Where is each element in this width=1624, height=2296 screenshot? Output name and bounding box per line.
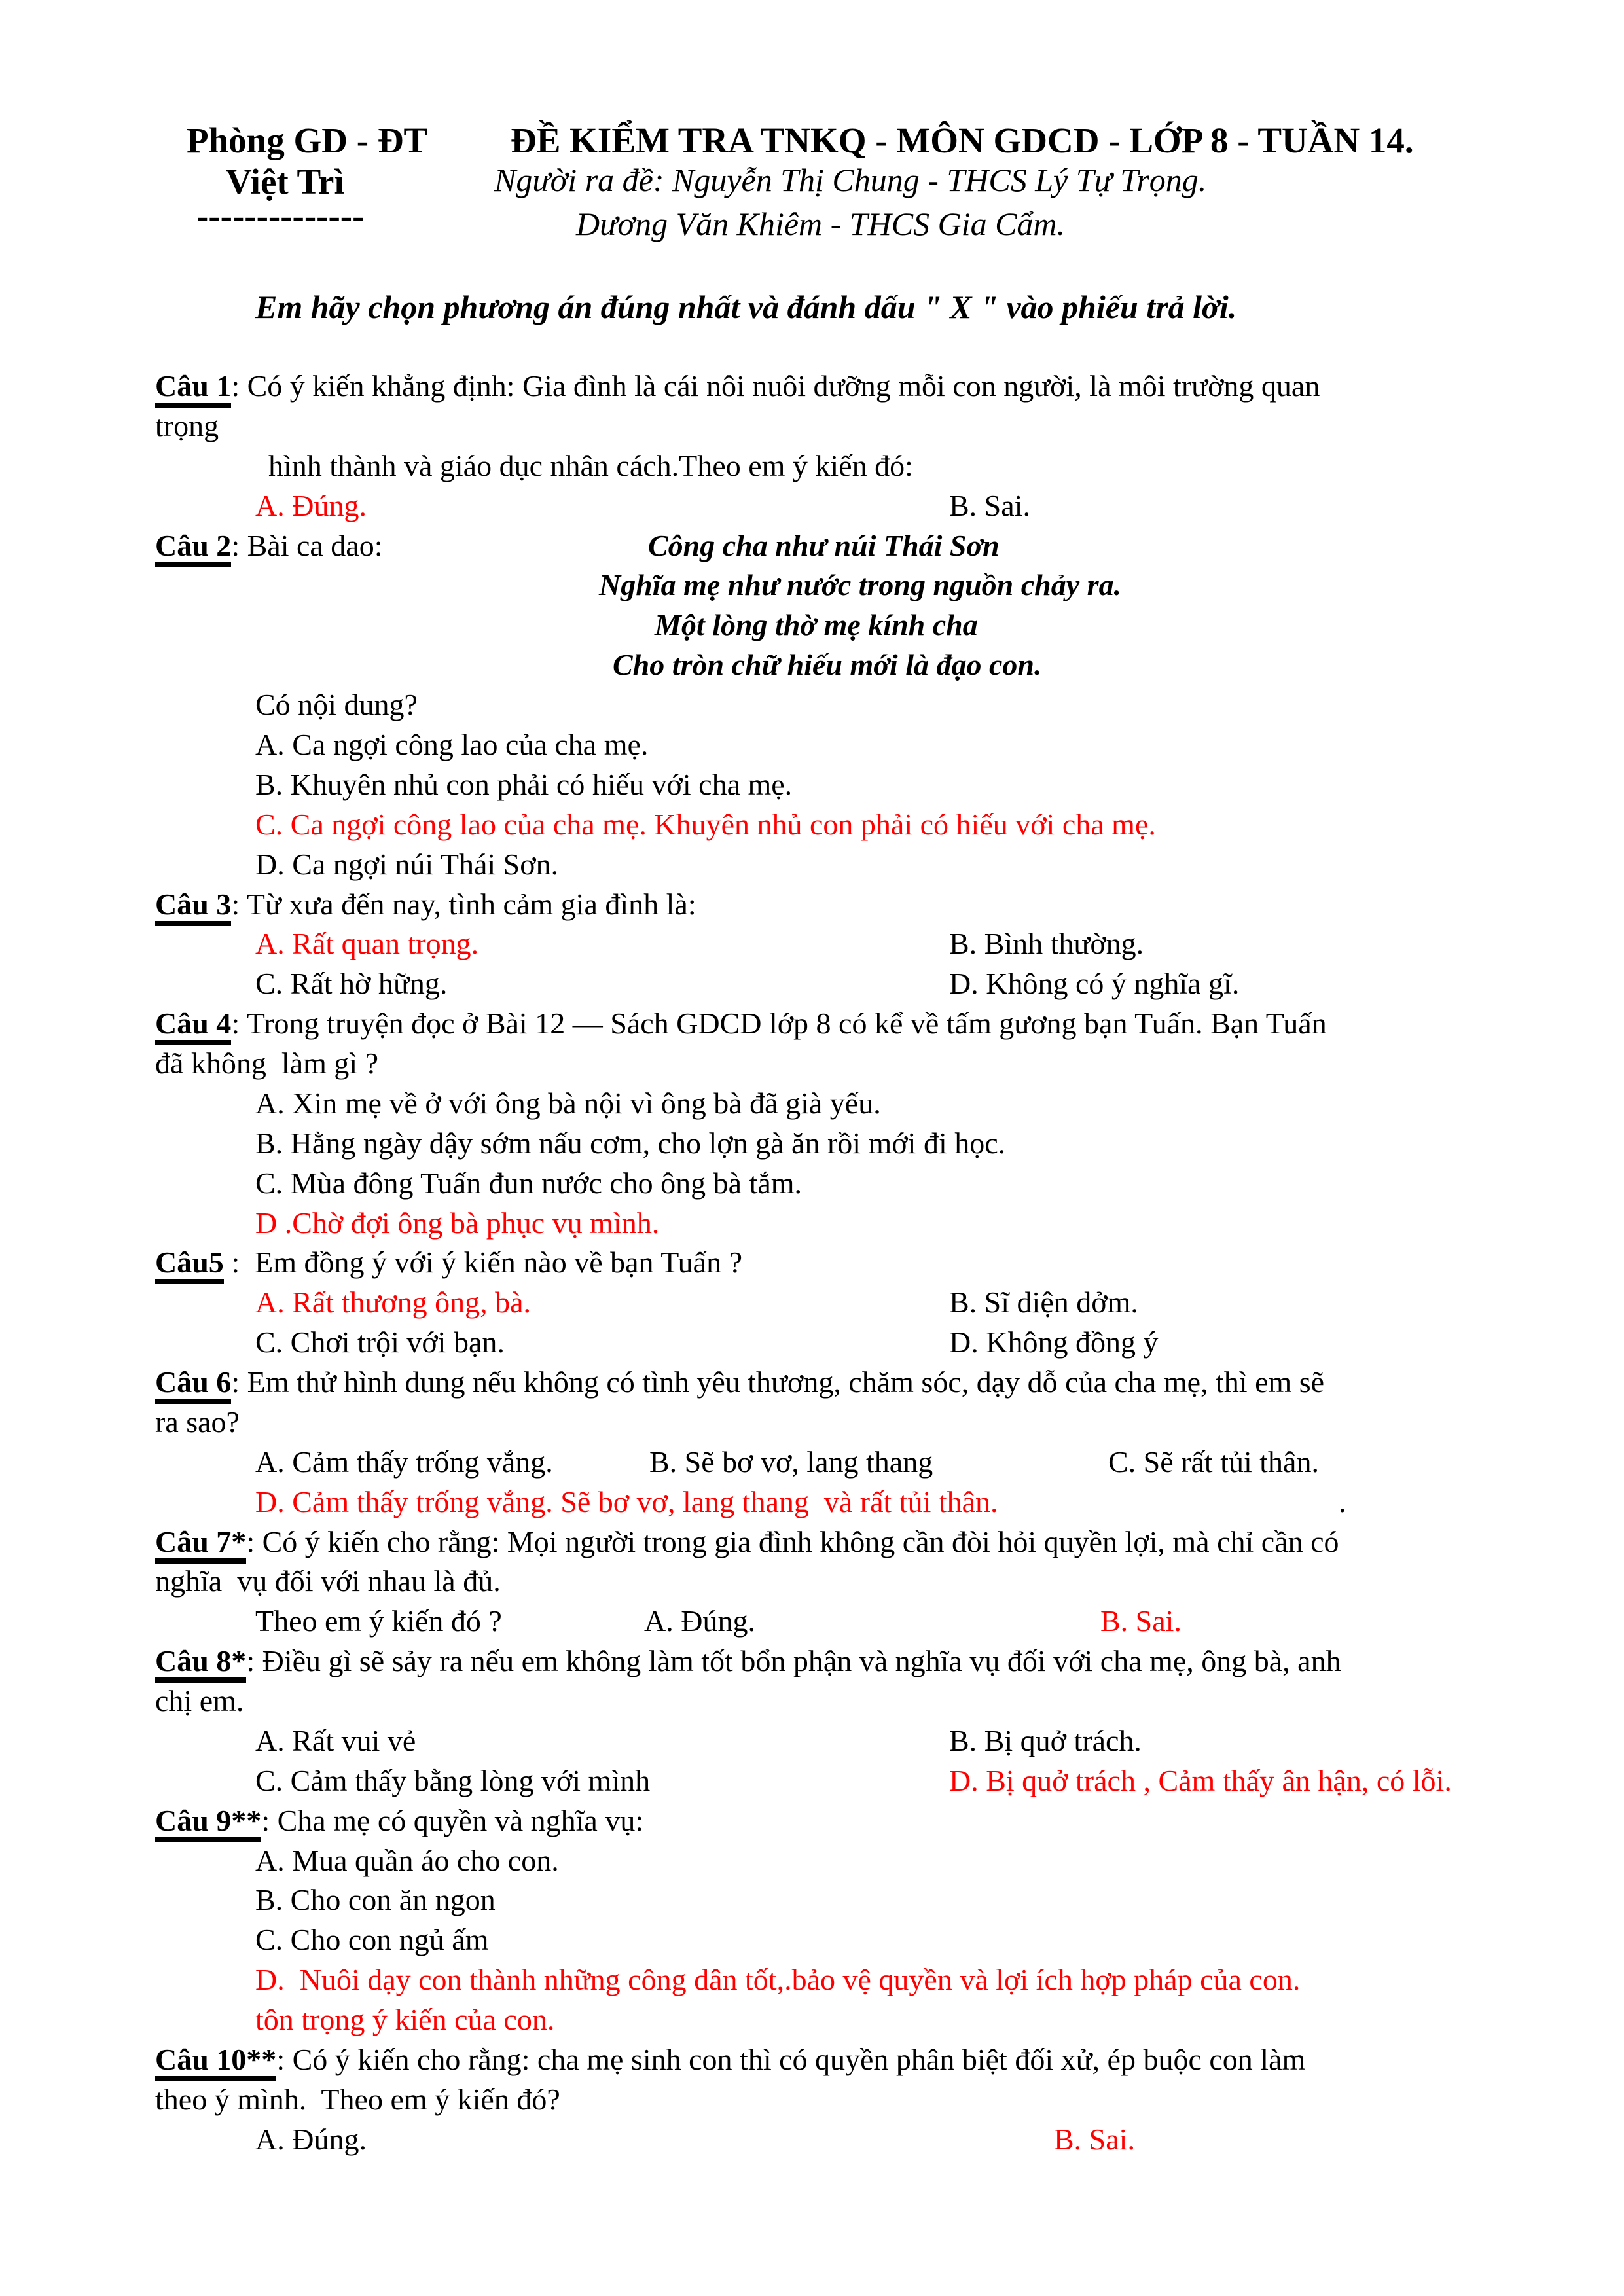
q8-text-cont1: chị em.	[155, 1684, 244, 1717]
q2-poem-row3	[0, 609, 1624, 648]
q2-option-b: B. Khuyên nhủ con phải có hiếu với cha mẹ.	[255, 768, 793, 801]
q9-option-c-row	[0, 1924, 1624, 1963]
q1-line2	[0, 410, 1624, 449]
q8-option-a: A. Rất vui vẻ	[255, 1724, 416, 1757]
q2-heading	[155, 529, 383, 563]
q8-option-c: C. Cảm thấy bằng lòng với mình	[255, 1764, 651, 1797]
q1-line3	[0, 450, 1624, 489]
q10-option-a: A. Đúng.	[255, 2123, 367, 2156]
q6-text-cont1: ra sao?	[155, 1405, 240, 1439]
q3-option-b: B. Bình thường.	[949, 927, 1144, 960]
q3-option-c: C. Rất hờ hững.	[255, 967, 448, 1000]
q9-option-b: B. Cho con ăn ngon	[255, 1883, 496, 1916]
q10-options-row	[0, 2123, 1624, 2162]
author-line-1: Người ra đề: Nguyễn Thị Chung - THCS Lý Tự Trọng.	[494, 162, 1207, 198]
q10-line2	[0, 2083, 1624, 2123]
q4-option-b-row	[0, 1127, 1624, 1166]
q9-option-d: D. Nuôi dạy con thành những công dân tốt,.bảo vệ quyền và lợi ích hợp pháp của con.	[255, 1963, 1301, 1996]
q8-line1	[0, 1645, 1624, 1684]
q4-line1	[0, 1007, 1624, 1047]
q2-poem-row4	[0, 649, 1624, 688]
q4-option-a: A. Xin mẹ về ở với ông bà nội vì ông bà đã già yếu.	[255, 1086, 881, 1120]
q1-option-b: B. Sai.	[949, 489, 1030, 522]
q6-options-row1	[0, 1446, 1624, 1485]
q4-option-b: B. Hằng ngày dậy sớm nấu cơm, cho lợn gà ăn rồi mới đi học.	[255, 1126, 1006, 1160]
q6-option-c: C. Sẽ rất tủi thân.	[1108, 1445, 1319, 1479]
q1-heading	[155, 370, 1320, 403]
q6-label: Câu 6	[155, 1365, 231, 1404]
q4-heading	[155, 1007, 1327, 1041]
q5-text: : Em đồng ý với ý kiến nào về bạn Tuấn ?	[223, 1246, 743, 1279]
q2-option-c: C. Ca ngợi công lao của cha mẹ. Khuyên nhủ con phải có hiếu với cha mẹ.	[255, 808, 1156, 841]
q2-text: : Bài ca dao:	[231, 529, 383, 562]
q7-text-cont1: nghĩa vụ đối với nhau là đủ.	[155, 1564, 501, 1598]
q7-line2	[0, 1565, 1624, 1604]
q3-text: : Từ xưa đến nay, tình cảm gia đình là:	[231, 888, 696, 921]
q5-option-b: B. Sĩ diện dởm.	[949, 1285, 1138, 1319]
q3-options-row1	[0, 927, 1624, 967]
q9-text: : Cha mẹ có quyền và nghĩa vụ:	[261, 1804, 644, 1837]
q8-heading	[155, 1645, 1341, 1678]
q4-label: Câu 4	[155, 1007, 231, 1045]
instruction-row	[0, 289, 1624, 329]
q10-label: Câu 10**	[155, 2043, 276, 2081]
q2-option-a: A. Ca ngợi công lao của cha mẹ.	[255, 728, 649, 761]
org-name-line1: Phòng GD - ĐT	[187, 120, 428, 160]
q5-option-d: D. Không đồng ý	[949, 1325, 1159, 1359]
q1-option-a: A. Đúng.	[255, 489, 367, 522]
q8-line2	[0, 1685, 1624, 1724]
q5-heading	[155, 1246, 742, 1280]
q9-line1	[0, 1804, 1624, 1844]
q7-line1	[0, 1526, 1624, 1565]
q3-option-a: A. Rất quan trọng.	[255, 927, 479, 960]
q8-options-row1	[0, 1725, 1624, 1764]
org-divider-dashes: --------------	[196, 196, 365, 236]
q4-option-a-row	[0, 1087, 1624, 1126]
q9-heading	[155, 1804, 643, 1838]
q1-options-row	[0, 490, 1624, 529]
q5-options-row2	[0, 1326, 1624, 1365]
q7-options-row	[0, 1605, 1624, 1644]
q6-option-a: A. Cảm thấy trống vắng.	[255, 1445, 553, 1479]
q9-option-c: C. Cho con ngủ ấm	[255, 1923, 489, 1956]
q10-option-b: B. Sai.	[1054, 2123, 1135, 2156]
q3-label: Câu 3	[155, 888, 231, 926]
q3-option-d: D. Không có ý nghĩa gĩ.	[949, 967, 1240, 1000]
q7-label: Câu 7*	[155, 1525, 246, 1564]
q6-line2	[0, 1406, 1624, 1445]
q2-poem-line3: Một lòng thờ mẹ kính cha	[655, 608, 978, 641]
q6-text: : Em thử hình dung nếu không có tình yêu thương, chăm sóc, dạy dỗ của cha mẹ, thì em sẽ	[231, 1365, 1325, 1399]
q2-option-a-row	[0, 728, 1624, 768]
q3-heading	[155, 888, 696, 922]
q1-text-cont1: trọng	[155, 409, 219, 442]
q2-prompt-row	[0, 689, 1624, 728]
q6-heading	[155, 1366, 1324, 1399]
q1-label: Câu 1	[155, 369, 231, 408]
q2-poem-line4: Cho tròn chữ hiếu mới là đạo con.	[613, 648, 1042, 681]
q10-heading	[155, 2043, 1305, 2077]
q9-label: Câu 9**	[155, 1804, 261, 1842]
q7-prompt: Theo em ý kiến đó ?	[255, 1604, 502, 1638]
q4-line2	[0, 1047, 1624, 1086]
exam-title: ĐỀ KIỂM TRA TNKQ - MÔN GDCD - LỚP 8 - TUẦN 14.	[511, 120, 1414, 160]
q1-text-cont2: hình thành và giáo dục nhân cách.Theo em ý kiến đó:	[268, 449, 913, 482]
q1-line1	[0, 370, 1624, 409]
q5-label: Câu5	[155, 1246, 224, 1284]
q9-option-b-row	[0, 1884, 1624, 1923]
q9-option-d-row	[0, 1964, 1624, 2003]
q10-text: : Có ý kiến cho rằng: cha mẹ sinh con thì có quyền phân biệt đối xử, ép buộc con làm	[276, 2043, 1306, 2076]
q6-stray-period: .	[1339, 1485, 1346, 1518]
q4-text: : Trong truyện đọc ở Bài 12 — Sách GDCD lớp 8 có kể về tấm gương bạn Tuấn. Bạn Tuấn	[231, 1007, 1327, 1040]
q6-option-b: B. Sẽ bơ vơ, lang thang	[649, 1445, 933, 1479]
q4-text-cont1: đã không làm gì ?	[155, 1047, 379, 1080]
q10-line1	[0, 2043, 1624, 2083]
q5-options-row1	[0, 1286, 1624, 1325]
q6-option-d-row	[0, 1486, 1624, 1525]
org-name-line2: Việt Trì	[226, 162, 344, 202]
q3-line1	[0, 888, 1624, 927]
q6-option-d: D. Cảm thấy trống vắng. Sẽ bơ vơ, lang thang và rất tủi thân.	[255, 1485, 998, 1518]
q2-option-c-row	[0, 808, 1624, 848]
q4-option-c: C. Mùa đông Tuấn đun nước cho ông bà tắm.	[255, 1166, 803, 1200]
q5-option-c: C. Chơi trội với bạn.	[255, 1325, 505, 1359]
q2-prompt: Có nội dung?	[255, 688, 418, 721]
header-rule-row	[0, 196, 1624, 242]
q2-option-d: D. Ca ngợi núi Thái Sơn.	[255, 848, 559, 881]
q1-text: : Có ý kiến khẳng định: Gia đình là cái nôi nuôi dưỡng mỗi con người, là môi trường quan	[231, 369, 1320, 403]
q2-label: Câu 2	[155, 529, 231, 567]
q2-line1	[0, 529, 1624, 569]
q8-options-row2	[0, 1765, 1624, 1804]
q8-option-d: D. Bị quở trách , Cảm thấy ân hận, có lỗi.	[949, 1764, 1452, 1797]
q2-poem-line1: Công cha như núi Thái Sơn	[648, 529, 1000, 562]
q2-poem-line2: Nghĩa mẹ như nước trong nguồn chảy ra.	[599, 568, 1122, 601]
q4-option-c-row	[0, 1167, 1624, 1206]
q9-option-d-cont: tôn trọng ý kiến của con.	[255, 2003, 555, 2036]
q5-option-a: A. Rất thương ông, bà.	[255, 1285, 532, 1319]
q6-line1	[0, 1366, 1624, 1405]
q2-option-b-row	[0, 768, 1624, 808]
q9-option-d-row2	[0, 2003, 1624, 2043]
author-line-2: Dương Văn Khiêm - THCS Gia Cẩm.	[576, 206, 1066, 242]
q9-option-a-row	[0, 1844, 1624, 1884]
q10-text-cont1: theo ý mình. Theo em ý kiến đó?	[155, 2083, 560, 2116]
q8-option-b: B. Bị quở trách.	[949, 1724, 1142, 1757]
q8-text: : Điều gì sẽ sảy ra nếu em không làm tốt bổn phận và nghĩa vụ đối với cha mẹ, ông bà, anh	[246, 1644, 1341, 1677]
q7-option-a: A. Đúng.	[644, 1604, 755, 1638]
q2-poem-row2	[0, 569, 1624, 608]
q2-option-d-row	[0, 848, 1624, 888]
q7-text: : Có ý kiến cho rằng: Mọi người trong gia đình không cần đòi hỏi quyền lợi, mà chỉ cần có	[246, 1525, 1339, 1558]
q7-option-b: B. Sai.	[1100, 1604, 1182, 1638]
q4-option-d-row	[0, 1207, 1624, 1246]
instruction-text: Em hãy chọn phương án đúng nhất và đánh dấu " X " vào phiếu trả lời.	[255, 289, 1237, 325]
q5-line1	[0, 1246, 1624, 1285]
q9-option-a: A. Mua quần áo cho con.	[255, 1844, 559, 1877]
q8-label: Câu 8*	[155, 1644, 246, 1683]
q7-heading	[155, 1526, 1339, 1559]
header-org-row1	[0, 121, 1624, 160]
q3-options-row2	[0, 967, 1624, 1007]
q4-option-d: D .Chờ đợi ông bà phục vụ mình.	[255, 1206, 660, 1240]
